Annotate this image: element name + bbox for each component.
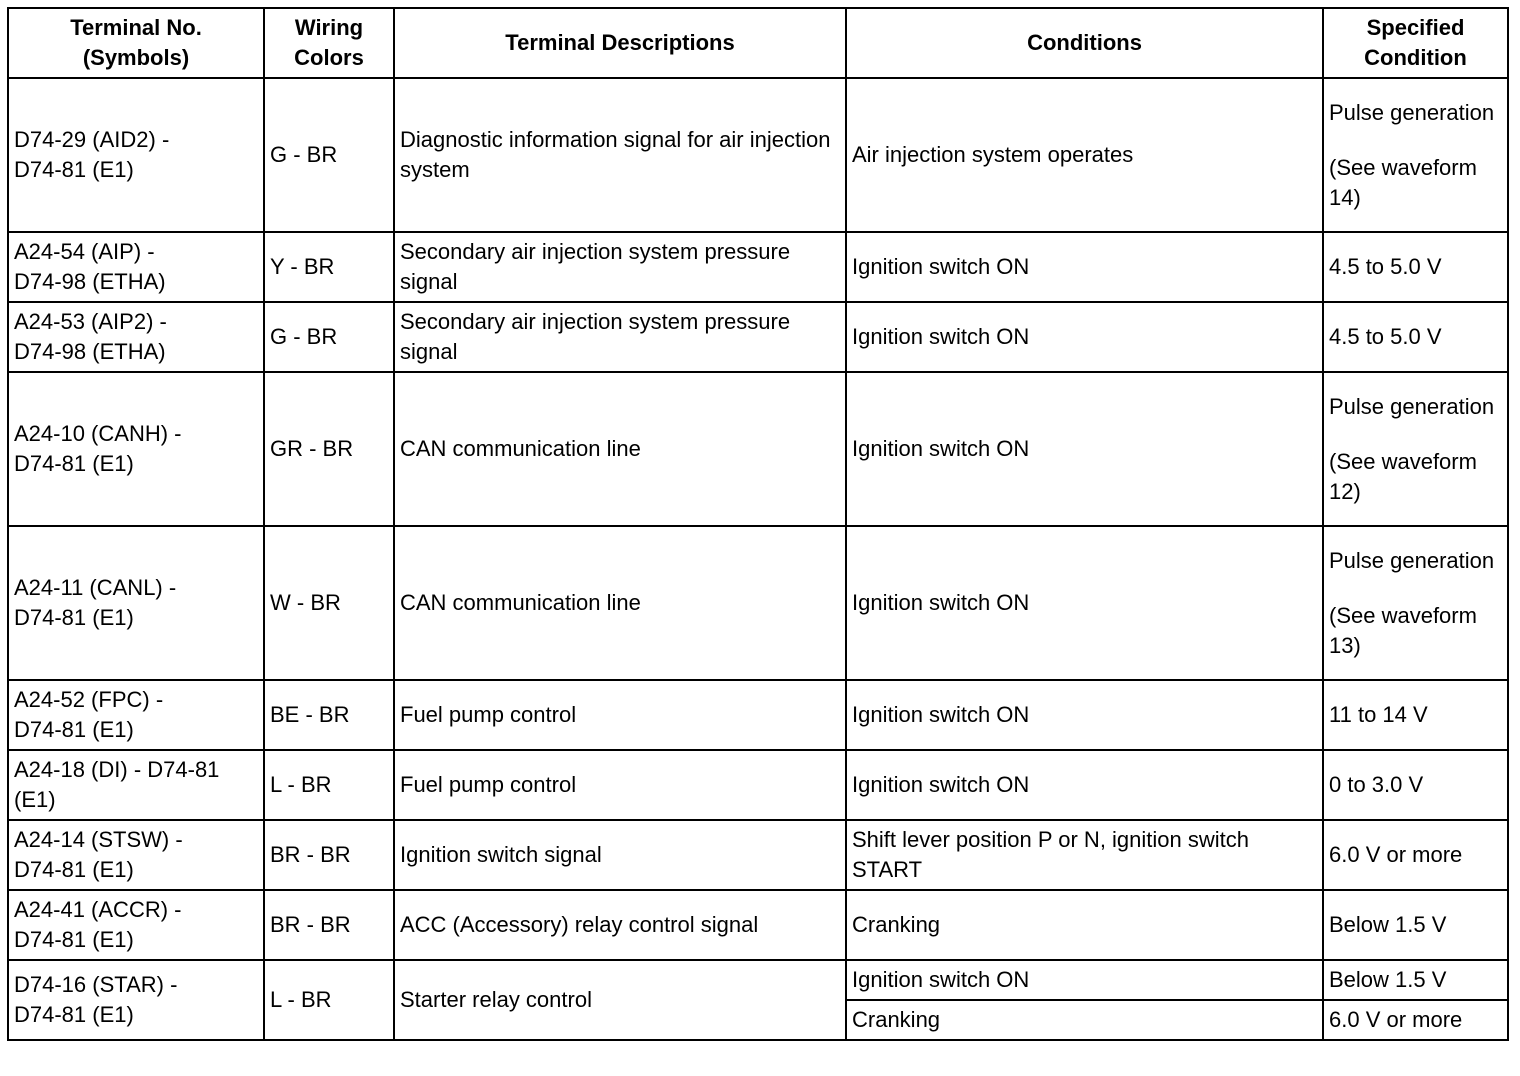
condition-cell: Shift lever position P or N, ignition switch START [846,820,1323,890]
specified-cell: 11 to 14 V [1323,680,1508,750]
condition-cell: Air injection system operates [846,78,1323,232]
terminal-cell: D74-16 (STAR) - D74-81 (E1) [8,960,264,1040]
specified-cell: Pulse generation (See waveform 12) [1323,372,1508,526]
condition-cell: Ignition switch ON [846,680,1323,750]
specified-cell: Below 1.5 V [1323,890,1508,960]
terminal-cell: A24-10 (CANH) - D74-81 (E1) [8,372,264,526]
wiring-cell: G - BR [264,78,394,232]
specified-cell: Pulse generation (See waveform 13) [1323,526,1508,680]
wiring-cell: G - BR [264,302,394,372]
description-cell: CAN communication line [394,372,846,526]
wiring-cell: L - BR [264,960,394,1040]
description-cell: Fuel pump control [394,750,846,820]
description-cell: ACC (Accessory) relay control signal [394,890,846,960]
table-row [8,820,1508,890]
specified-cell: 4.5 to 5.0 V [1323,232,1508,302]
table-row [8,526,1508,680]
condition-cell: Cranking [846,890,1323,960]
terminal-cell: D74-29 (AID2) - D74-81 (E1) [8,78,264,232]
table-row [8,232,1508,302]
wiring-cell: BE - BR [264,680,394,750]
description-cell: Secondary air injection system pressure signal [394,302,846,372]
description-cell: Ignition switch signal [394,820,846,890]
wiring-cell: Y - BR [264,232,394,302]
terminal-cell: A24-18 (DI) - D74-81 (E1) [8,750,264,820]
description-cell: Diagnostic information signal for air injection system [394,78,846,232]
table-row [8,302,1508,372]
table-row [8,78,1508,232]
header-specified-condition: Specified Condition [1323,8,1508,78]
wiring-cell: BR - BR [264,820,394,890]
condition-cell: Ignition switch ON [846,526,1323,680]
terminal-cell: A24-11 (CANL) - D74-81 (E1) [8,526,264,680]
specified-cell: 4.5 to 5.0 V [1323,302,1508,372]
specified-cell: 6.0 V or more [1323,1000,1508,1040]
header-row [8,8,1508,78]
header-terminal-no: Terminal No. (Symbols) [8,8,264,78]
terminal-cell: A24-53 (AIP2) - D74-98 (ETHA) [8,302,264,372]
specified-cell: 6.0 V or more [1323,820,1508,890]
terminal-cell: A24-41 (ACCR) - D74-81 (E1) [8,890,264,960]
terminal-cell: A24-52 (FPC) - D74-81 (E1) [8,680,264,750]
table-row [8,680,1508,750]
condition-cell: Ignition switch ON [846,960,1323,1000]
description-cell: Starter relay control [394,960,846,1040]
description-cell: CAN communication line [394,526,846,680]
condition-cell: Ignition switch ON [846,232,1323,302]
wiring-cell: GR - BR [264,372,394,526]
terminal-inspection-table [7,7,1509,1041]
description-cell: Secondary air injection system pressure signal [394,232,846,302]
terminal-cell: A24-54 (AIP) - D74-98 (ETHA) [8,232,264,302]
condition-cell: Ignition switch ON [846,372,1323,526]
header-wiring-colors: Wiring Colors [264,8,394,78]
wiring-cell: W - BR [264,526,394,680]
terminal-cell: A24-14 (STSW) - D74-81 (E1) [8,820,264,890]
header-conditions: Conditions [846,8,1323,78]
header-terminal-descriptions: Terminal Descriptions [394,8,846,78]
table-row [8,960,1508,1000]
condition-cell: Ignition switch ON [846,302,1323,372]
wiring-cell: L - BR [264,750,394,820]
condition-cell: Ignition switch ON [846,750,1323,820]
table-row [8,890,1508,960]
condition-cell: Cranking [846,1000,1323,1040]
specified-cell: 0 to 3.0 V [1323,750,1508,820]
table-row [8,372,1508,526]
specified-cell: Below 1.5 V [1323,960,1508,1000]
wiring-cell: BR - BR [264,890,394,960]
description-cell: Fuel pump control [394,680,846,750]
table-row [8,750,1508,820]
specified-cell: Pulse generation (See waveform 14) [1323,78,1508,232]
